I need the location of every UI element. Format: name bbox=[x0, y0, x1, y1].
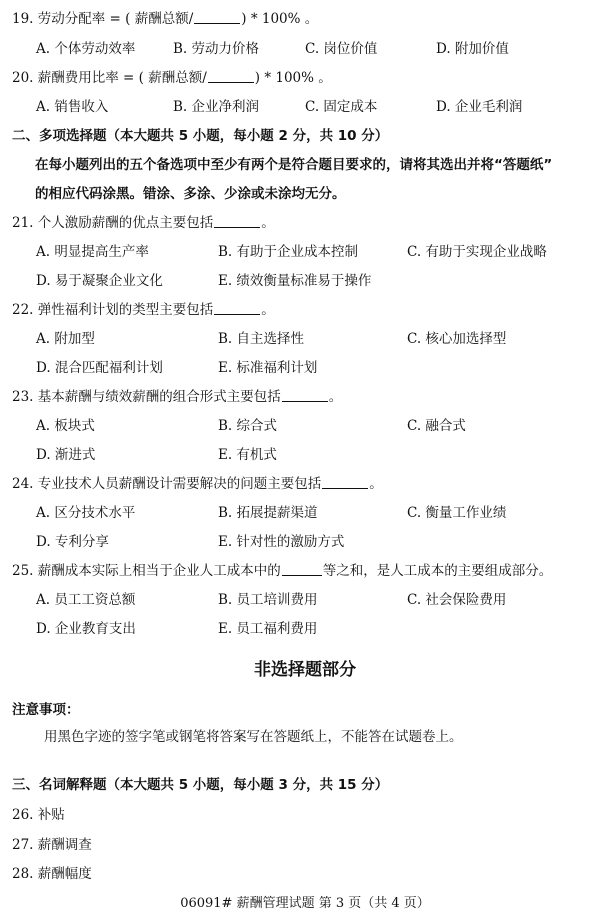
option-21-d: D. 易于凝聚企业文化 bbox=[36, 273, 163, 289]
option-20-d: D. 企业毛利润 bbox=[436, 99, 523, 115]
section-2-heading: 二、多项选择题（本大题共 5 小题，每小题 2 分，共 10 分） bbox=[12, 128, 389, 144]
answer-blank bbox=[194, 11, 240, 24]
option-23-b: B. 综合式 bbox=[218, 418, 278, 434]
question-19-stem: 19. 劳动分配率 = ( 薪酬总额/ bbox=[12, 11, 194, 27]
option-25-a: A. 员工工资总额 bbox=[36, 592, 136, 608]
option-19-c: C. 岗位价值 bbox=[305, 41, 378, 57]
option-22-c: C. 核心加选择型 bbox=[407, 331, 507, 347]
option-23-e: E. 有机式 bbox=[218, 447, 277, 463]
option-21-b: B. 有助于企业成本控制 bbox=[218, 244, 359, 260]
question-23-stem: 23. 基本薪酬与绩效薪酬的组合形式主要包括 bbox=[12, 389, 281, 405]
notice-label: 注意事项： bbox=[12, 702, 80, 718]
option-24-c: C. 衡量工作业绩 bbox=[407, 505, 507, 521]
answer-blank bbox=[214, 215, 260, 228]
question-21-stem-end: 。 bbox=[261, 215, 275, 231]
option-25-c: C. 社会保险费用 bbox=[407, 592, 507, 608]
option-22-d: D. 混合匹配福利计划 bbox=[36, 360, 163, 376]
question-25-stem: 25. 薪酬成本实际上相当于企业人工成本中的 bbox=[12, 563, 281, 579]
question-21 bbox=[12, 214, 275, 232]
question-22-stem: 22. 弹性福利计划的类型主要包括 bbox=[12, 302, 214, 318]
question-25 bbox=[12, 562, 552, 580]
option-23-d: D. 渐进式 bbox=[36, 447, 96, 463]
question-21-stem: 21. 个人激励薪酬的优点主要包括 bbox=[12, 215, 214, 231]
question-24-stem-end: 。 bbox=[369, 476, 383, 492]
section-3-heading: 三、名词解释题（本大题共 5 小题，每小题 3 分，共 15 分） bbox=[12, 777, 389, 793]
option-25-d: D. 企业教育支出 bbox=[36, 621, 136, 637]
option-20-a: A. 销售收入 bbox=[36, 99, 109, 115]
question-24 bbox=[12, 475, 383, 493]
option-21-c: C. 有助于实现企业战略 bbox=[407, 244, 547, 260]
question-20-stem-end: ) * 100% 。 bbox=[254, 70, 332, 86]
question-23 bbox=[12, 388, 342, 406]
option-25-e: E. 员工福利费用 bbox=[218, 621, 318, 637]
question-27: 27. 薪酬调查 bbox=[12, 837, 92, 853]
answer-blank bbox=[282, 563, 322, 576]
page-footer: 06091# 薪酬管理试题 第 3 页（共 4 页） bbox=[180, 896, 430, 911]
question-24-stem: 24. 专业技术人员薪酬设计需要解决的问题主要包括 bbox=[12, 476, 322, 492]
option-21-a: A. 明显提高生产率 bbox=[36, 244, 149, 260]
option-24-b: B. 拓展提薪渠道 bbox=[218, 505, 318, 521]
option-19-b: B. 劳动力价格 bbox=[173, 41, 260, 57]
answer-blank bbox=[282, 389, 328, 402]
option-23-c: C. 融合式 bbox=[407, 418, 466, 434]
option-19-d: D. 附加价值 bbox=[436, 41, 509, 57]
question-22-stem-end: 。 bbox=[261, 302, 275, 318]
option-20-b: B. 企业净利润 bbox=[173, 99, 260, 115]
answer-blank bbox=[214, 302, 260, 315]
option-24-d: D. 专利分享 bbox=[36, 534, 109, 550]
question-19 bbox=[12, 10, 318, 28]
question-20-stem: 20. 薪酬费用比率 = ( 薪酬总额/ bbox=[12, 70, 207, 86]
question-25-stem-end: 等之和，是人工成本的主要组成部分。 bbox=[322, 563, 553, 579]
question-28: 28. 薪酬幅度 bbox=[12, 866, 92, 882]
section-2-instruction-line-1: 在每小题列出的五个备选项中至少有两个是符合题目要求的，请将其选出并将“答题纸” bbox=[35, 157, 553, 173]
option-24-e: E. 针对性的激励方式 bbox=[218, 534, 345, 550]
question-20 bbox=[12, 69, 332, 87]
question-26: 26. 补贴 bbox=[12, 807, 65, 823]
part-2-title: 非选择题部分 bbox=[254, 660, 356, 680]
option-20-c: C. 固定成本 bbox=[305, 99, 378, 115]
section-2-instruction-line-2: 的相应代码涂黑。错涂、多涂、少涂或未涂均无分。 bbox=[35, 186, 346, 202]
notice-text: 用黑色字迹的签字笔或钢笔将答案写在答题纸上，不能答在试题卷上。 bbox=[44, 729, 463, 745]
question-23-stem-end: 。 bbox=[328, 389, 343, 405]
question-22 bbox=[12, 301, 275, 319]
option-23-a: A. 板块式 bbox=[36, 418, 95, 434]
option-21-e: E. 绩效衡量标准易于操作 bbox=[218, 273, 372, 289]
answer-blank bbox=[208, 70, 254, 83]
option-24-a: A. 区分技术水平 bbox=[36, 505, 136, 521]
option-22-b: B. 自主选择性 bbox=[218, 331, 305, 347]
option-22-a: A. 附加型 bbox=[36, 331, 95, 347]
option-25-b: B. 员工培训费用 bbox=[218, 592, 318, 608]
option-22-e: E. 标准福利计划 bbox=[218, 360, 318, 376]
answer-blank bbox=[322, 476, 368, 489]
option-19-a: A. 个体劳动效率 bbox=[36, 41, 136, 57]
question-19-stem-end: ) * 100% 。 bbox=[241, 11, 319, 27]
